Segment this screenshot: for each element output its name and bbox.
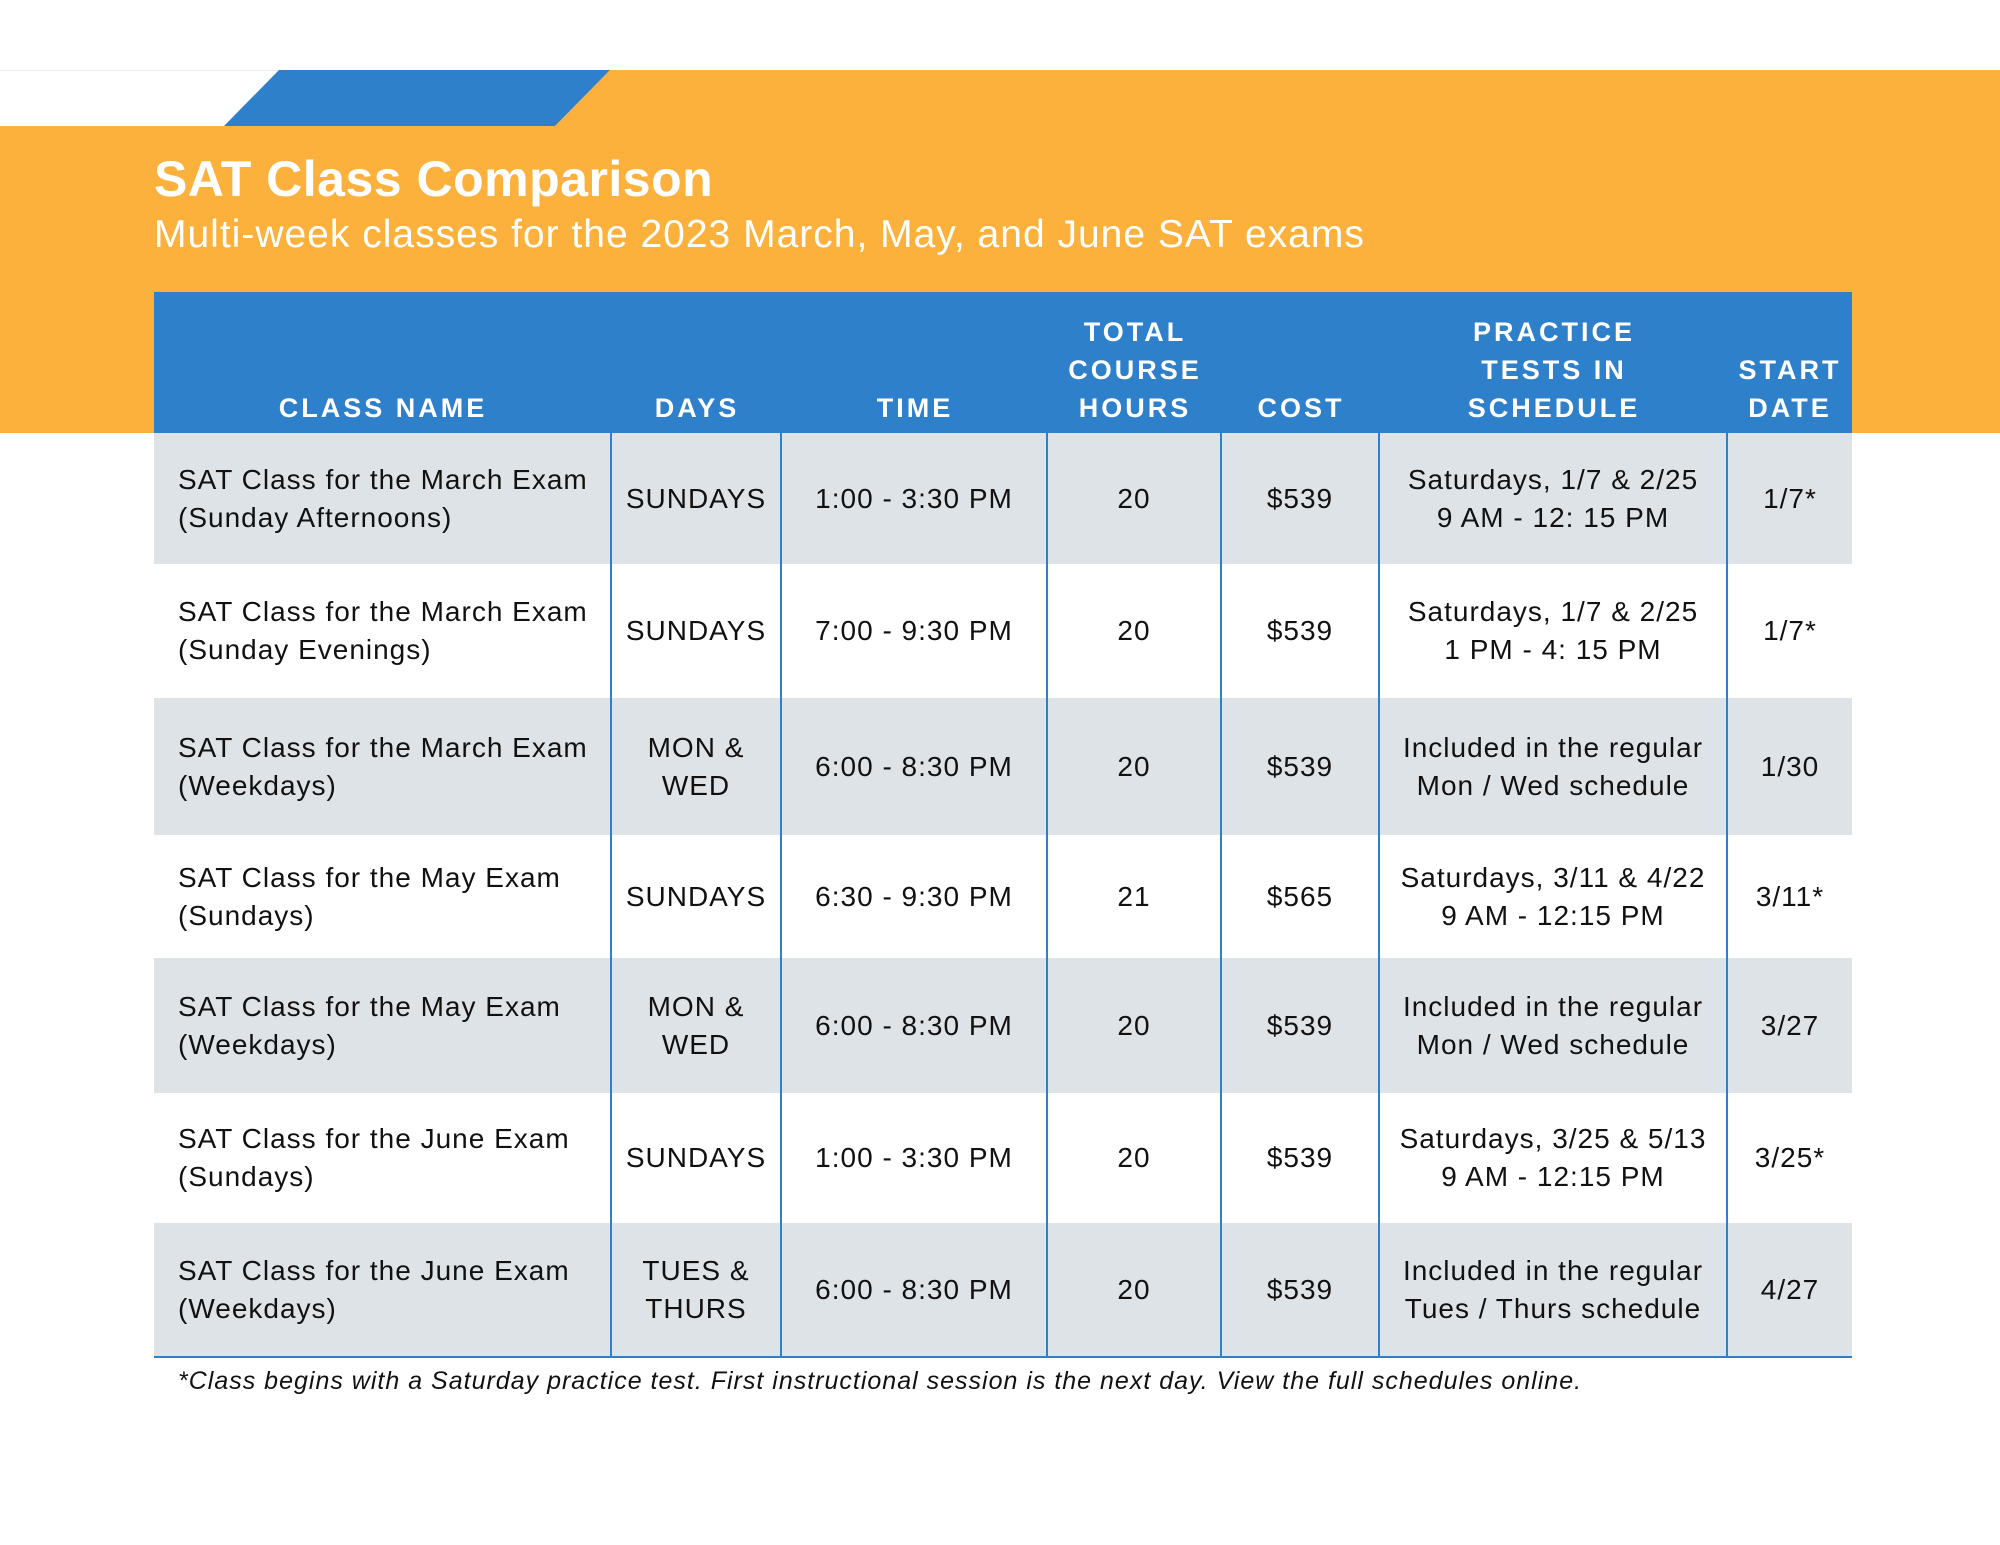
cell-start-date: 3/11* <box>1755 880 1825 912</box>
cell-hours: 20 <box>1048 698 1222 835</box>
page-title: SAT Class Comparison <box>154 151 714 207</box>
cell-practice-tests: Included in the regular Tues / Thurs schedule <box>1380 1223 1728 1356</box>
cell-hours: 21 <box>1048 835 1222 958</box>
cell-class-name: SAT Class for the March Exam (Sunday Evenings) <box>154 564 612 698</box>
cell-days: MON & WED <box>612 698 782 835</box>
table-row <box>154 958 1852 1093</box>
footnote: *Class begins with a Saturday practice test. First instructional session is the next day. View the full schedules online. <box>178 1367 1583 1395</box>
column-header-time: TIME <box>876 393 954 423</box>
column-header-start-date: START DATE <box>1738 355 1842 423</box>
cell-cost: $539 <box>1222 698 1380 835</box>
column-header-practice-tests: PRACTICE TESTS IN SCHEDULE <box>1467 317 1641 423</box>
cell-class-name: SAT Class for the March Exam (Weekdays) <box>154 698 612 835</box>
cell-days: SUNDAYS <box>612 433 782 564</box>
table-header-row <box>154 292 1852 433</box>
cell-practice-tests: Saturdays, 1/7 & 2/25 9 AM - 12: 15 PM <box>1380 433 1728 564</box>
cell-class-name: SAT Class for the June Exam (Weekdays) <box>154 1223 612 1356</box>
table-row <box>154 835 1852 958</box>
column-header-cost: COST <box>1257 393 1345 423</box>
cell-cost: $539 <box>1222 433 1380 564</box>
cell-class-name: SAT Class for the June Exam (Sundays) <box>154 1093 612 1223</box>
cell-time: 6:00 - 8:30 PM <box>782 698 1048 835</box>
cell-cost: $539 <box>1222 564 1380 698</box>
cell-cost: $539 <box>1222 1093 1380 1223</box>
cell-start-date: 3/27 <box>1760 1009 1820 1041</box>
cell-hours: 20 <box>1048 433 1222 564</box>
cell-cost: $565 <box>1222 835 1380 958</box>
table-row <box>154 1093 1852 1223</box>
cell-cost: $539 <box>1222 958 1380 1093</box>
cell-hours: 20 <box>1048 958 1222 1093</box>
table-row <box>154 433 1852 564</box>
table-bottom-rule <box>154 1356 1852 1358</box>
cell-time: 7:00 - 9:30 PM <box>782 564 1048 698</box>
table-row <box>154 564 1852 698</box>
cell-class-name: SAT Class for the March Exam (Sunday Afternoons) <box>154 433 612 564</box>
cell-start-date: 3/25* <box>1754 1142 1826 1173</box>
cell-hours: 20 <box>1048 1223 1222 1356</box>
cell-start-date: 1/30 <box>1760 750 1820 782</box>
cell-time: 6:00 - 8:30 PM <box>782 958 1048 1093</box>
cell-class-name: SAT Class for the May Exam (Sundays) <box>154 835 612 958</box>
table-row <box>154 1223 1852 1356</box>
column-header-class-name: CLASS NAME <box>278 393 488 423</box>
cell-practice-tests: Included in the regular Mon / Wed schedule <box>1380 958 1728 1093</box>
page-subtitle: Multi-week classes for the 2023 March, May, and June SAT exams <box>154 213 1365 256</box>
cell-time: 1:00 - 3:30 PM <box>782 433 1048 564</box>
cell-hours: 20 <box>1048 1093 1222 1223</box>
cell-time: 6:30 - 9:30 PM <box>782 835 1048 958</box>
cell-days: SUNDAYS <box>612 1093 782 1223</box>
cell-time: 1:00 - 3:30 PM <box>782 1093 1048 1223</box>
cell-time: 6:00 - 8:30 PM <box>782 1223 1048 1356</box>
cell-days: MON & WED <box>612 958 782 1093</box>
cell-cost: $539 <box>1222 1223 1380 1356</box>
cell-start-date: 1/7* <box>1763 482 1817 514</box>
column-header-days: DAYS <box>654 393 740 423</box>
cell-days: SUNDAYS <box>612 835 782 958</box>
cell-practice-tests: Saturdays, 3/11 & 4/22 9 AM - 12:15 PM <box>1380 835 1728 958</box>
cell-practice-tests: Saturdays, 1/7 & 2/25 1 PM - 4: 15 PM <box>1380 564 1728 698</box>
cell-practice-tests: Saturdays, 3/25 & 5/13 9 AM - 12:15 PM <box>1380 1093 1728 1223</box>
cell-class-name: SAT Class for the May Exam (Weekdays) <box>154 958 612 1093</box>
cell-start-date: 4/27 <box>1760 1273 1820 1305</box>
top-strip <box>0 0 2000 71</box>
cell-days: SUNDAYS <box>612 564 782 698</box>
cell-practice-tests: Included in the regular Mon / Wed schedule <box>1380 698 1728 835</box>
cell-hours: 20 <box>1048 564 1222 698</box>
comparison-table <box>154 292 1852 1358</box>
decorative-parallelogram <box>224 70 610 126</box>
cell-days: TUES & THURS <box>612 1223 782 1356</box>
cell-start-date: 1/7* <box>1763 615 1817 646</box>
column-header-hours: TOTAL COURSE HOURS <box>1068 317 1202 423</box>
table-row <box>154 698 1852 835</box>
